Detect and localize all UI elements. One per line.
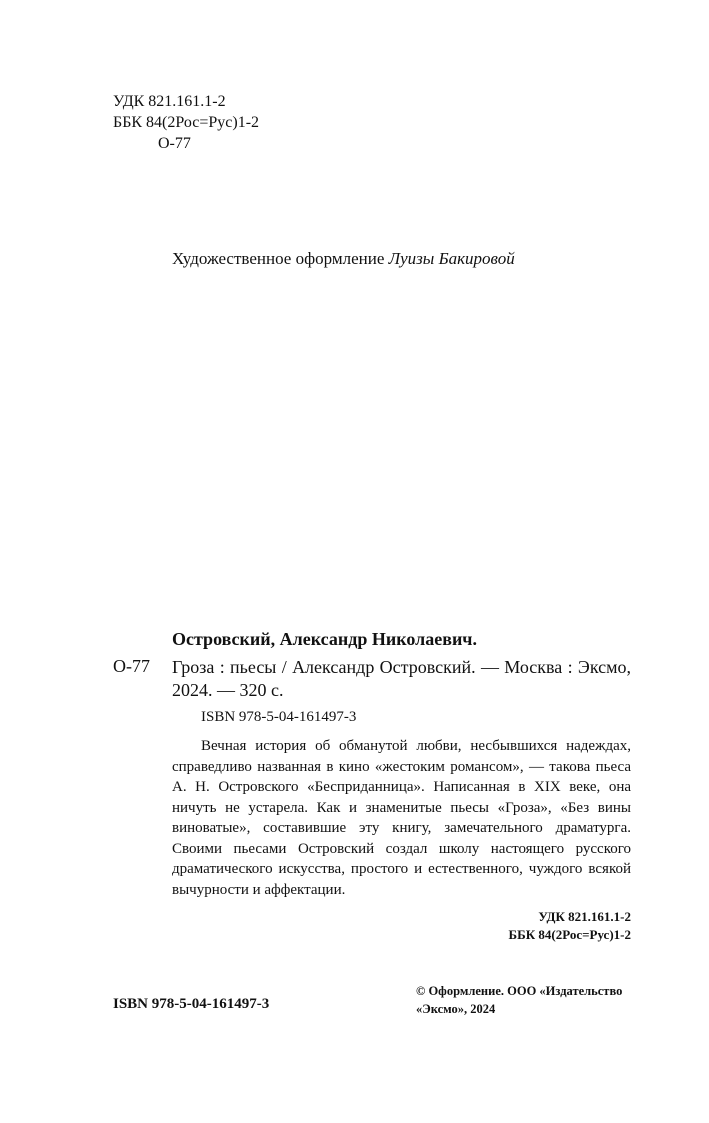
copyright-notice: © Оформление. ООО «Издательство «Эксмо», 2024	[416, 984, 623, 1016]
title-statement: Гроза : пьесы / Александр Островский. — Москва : Эксмо, 2024. — 320 с.	[172, 657, 631, 700]
classification-block	[113, 91, 259, 154]
bbk-code: ББК 84(2Рос=Рус)1-2	[113, 114, 260, 131]
annotation: Вечная история об обманутой любви, несбывшихся надеждах, справедливо названная в кино «жестоким романсом», — такова пьеса А. Н. Островского «Бесприданница». Написанная в XIX веке, она ничуть не устарела. Как и знаменитые пьесы «Гроза», «Без вины виноватые», составившие эту книгу, замечательного драматурга. Своими пьесами Островский создал школу настоящего русского драматического искусства, простого и естественного, чуждого всякой вычурности и аффектации.	[172, 738, 631, 898]
record-classification	[509, 908, 631, 944]
udk-code: УДК 821.161.1-2	[113, 93, 226, 110]
design-credit-text: Художественное оформление	[172, 249, 389, 268]
author-sign: О-77	[158, 135, 191, 152]
footer-isbn: ISBN 978-5-04-161497-3	[113, 996, 270, 1012]
record-bbk: ББК 84(2Рос=Рус)1-2	[508, 927, 631, 942]
design-credit	[172, 249, 515, 269]
record-author-sign: О-77	[113, 656, 150, 676]
record-udk: УДК 821.161.1-2	[538, 909, 631, 924]
designer-name: Луизы Бакировой	[388, 249, 515, 268]
author-heading: Островский, Александр Николаевич.	[172, 629, 477, 649]
record-isbn: ISBN 978-5-04-161497-3	[201, 709, 357, 725]
